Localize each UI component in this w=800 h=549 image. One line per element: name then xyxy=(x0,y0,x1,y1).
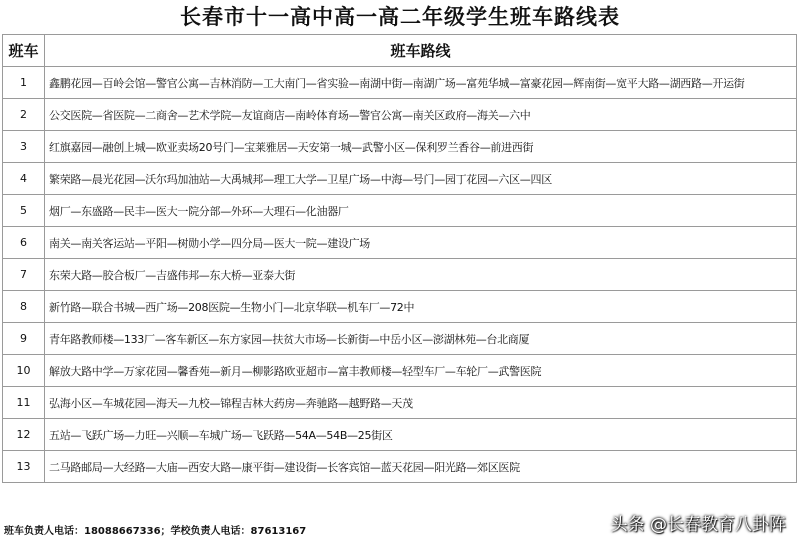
bus-route: 青年路教师楼—133厂—客车新区—东方家园—扶贫大市场—长新街—中岳小区—澎湖林苑—台北商厦 xyxy=(45,323,797,355)
bus-route: 二马路邮局—大经路—大庙—西安大路—康平街—建设街—长客宾馆—蓝天花园—阳光路—郊区医院 xyxy=(45,451,797,483)
bus-route: 新竹路—联合书城—西广场—208医院—生物小门—北京华联—机车厂—72中 xyxy=(45,291,797,323)
table-row xyxy=(3,163,797,195)
bus-route: 公交医院—省医院—二商舍—艺术学院—友谊商店—南岭体育场—警官公寓—南关区政府—海关—六中 xyxy=(45,99,797,131)
bus-number: 12 xyxy=(3,419,45,451)
table-row xyxy=(3,99,797,131)
watermark: 头条 @长春教育八卦阵 xyxy=(610,515,786,535)
table-row xyxy=(3,419,797,451)
bus-number: 10 xyxy=(3,355,45,387)
bus-number: 1 xyxy=(3,67,45,99)
bus-route: 烟厂—东盛路—民丰—医大一院分部—外环—大理石—化油器厂 xyxy=(45,195,797,227)
bus-route: 东荣大路—胶合板厂—吉盛伟邦—东大桥—亚泰大街 xyxy=(45,259,797,291)
bus-number: 8 xyxy=(3,291,45,323)
bus-route: 弘海小区—车城花园—海天—九校—锦程吉林大药房—奔驰路—越野路—天茂 xyxy=(45,387,797,419)
bus-route: 繁荣路—晨光花园—沃尔玛加油站—大禹城邦—理工大学—卫星广场—中海—号门—园丁花园—六区—四区 xyxy=(45,163,797,195)
table-row xyxy=(3,259,797,291)
table-row xyxy=(3,227,797,259)
table-header-row xyxy=(3,35,797,67)
table-row xyxy=(3,195,797,227)
bus-route: 解放大路中学—万家花园—馨香苑—新月—柳影路欧亚超市—富丰教师楼—轻型车厂—车轮厂—武警医院 xyxy=(45,355,797,387)
page-title: 长春市十一高中高一高二年级学生班车路线表 xyxy=(180,5,620,29)
bus-route: 红旗嘉园—融创上城—欧亚卖场20号门—宝莱雅居—天安第一城—武警小区—保利罗兰香谷—前进西街 xyxy=(45,131,797,163)
bus-number: 5 xyxy=(3,195,45,227)
bus-number: 9 xyxy=(3,323,45,355)
bus-number: 13 xyxy=(3,451,45,483)
header-bus-number: 班车 xyxy=(3,35,45,67)
bus-route: 鑫鹏花园—百岭会馆—警官公寓—吉林消防—工大南门—省实验—南湖中街—南湖广场—富苑华城—富豪花园—辉南街—宽平大路—湖西路—开运街 xyxy=(45,67,797,99)
bus-route-table xyxy=(2,34,797,483)
bus-route: 五站—飞跃广场—力旺—兴顺—车城广场—飞跃路—54A—54B—25街区 xyxy=(45,419,797,451)
table-row xyxy=(3,451,797,483)
table-row xyxy=(3,131,797,163)
contact-footer: 班车负责人电话：18088667336；学校负责人电话：87613167 xyxy=(4,526,307,537)
bus-number: 7 xyxy=(3,259,45,291)
table-row xyxy=(3,67,797,99)
bus-number: 11 xyxy=(3,387,45,419)
bus-route: 南关—南关客运站—平阳—树勋小学—四分局—医大一院—建设广场 xyxy=(45,227,797,259)
header-bus-route: 班车路线 xyxy=(45,35,797,67)
table-row xyxy=(3,291,797,323)
bus-number: 6 xyxy=(3,227,45,259)
table-row xyxy=(3,355,797,387)
bus-number: 4 xyxy=(3,163,45,195)
bus-number: 3 xyxy=(3,131,45,163)
table-row xyxy=(3,323,797,355)
table-row xyxy=(3,387,797,419)
bus-number: 2 xyxy=(3,99,45,131)
